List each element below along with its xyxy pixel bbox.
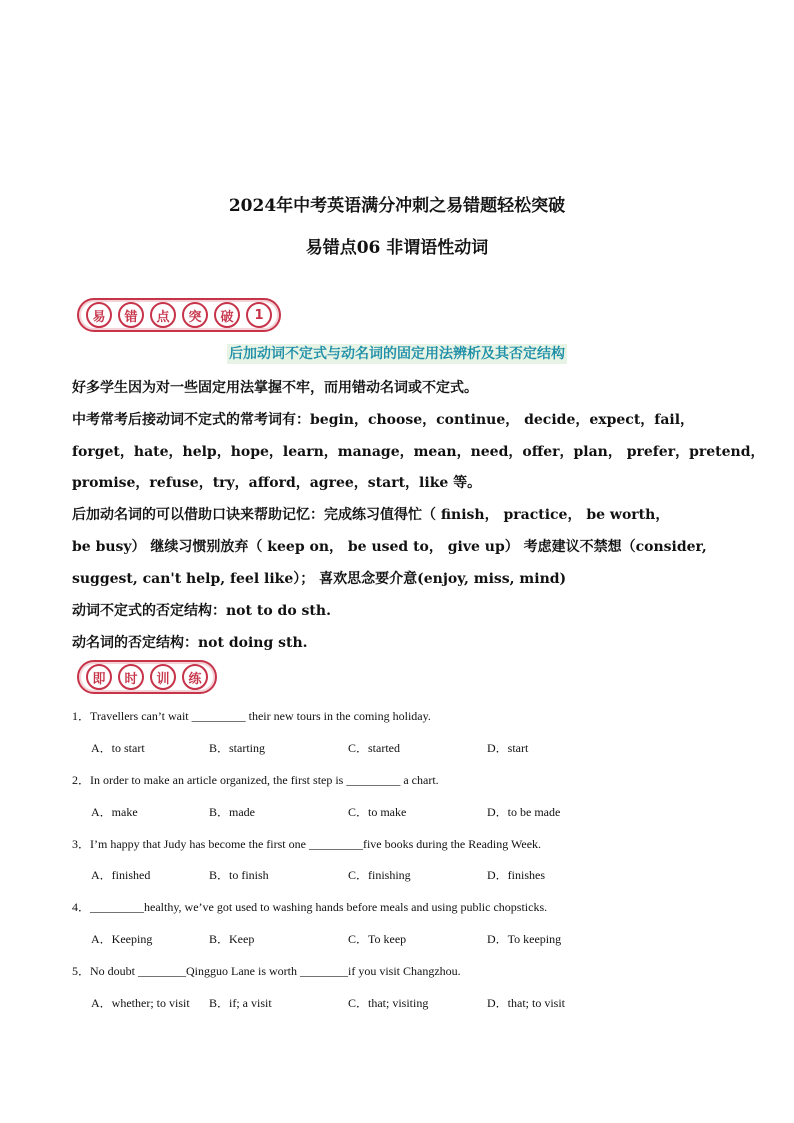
option-c: C．that; visiting	[348, 996, 429, 1010]
option-d: D．that; to visit	[487, 996, 566, 1010]
option-b: B．made	[209, 805, 255, 819]
body-line: 动名词的否定结构：not doing sth.	[72, 635, 308, 651]
badge-char: 点	[150, 302, 176, 328]
question-stem: 4．_________healthy, we’ve got used to washing hands before meals and using public chopsticks.	[72, 900, 548, 914]
option-d: D．finishes	[487, 868, 545, 882]
body-line: 后加动名词的可以借助口诀来帮助记忆：完成练习值得忙（ finish， practice， be worth，	[72, 507, 670, 523]
option-a: A．whether; to visit	[91, 996, 190, 1010]
badge-char: 即	[86, 664, 112, 690]
body-line: 好多学生因为对一些固定用法掌握不牢，而用错动名词或不定式。	[72, 380, 478, 396]
option-c: C．to make	[348, 805, 407, 819]
badge-char: 错	[118, 302, 144, 328]
option-a: A．Keeping	[91, 932, 153, 946]
badge-char: 练	[182, 664, 208, 690]
question-stem: 1．Travellers can’t wait _________ their new tours in the coming holiday.	[72, 709, 431, 723]
body-line: be busy） 继续习惯别放弃（ keep on， be used to， give up） 考虑建议不禁想（consider,	[72, 539, 707, 555]
option-d: D．to be made	[487, 805, 561, 819]
question-stem: 3．I’m happy that Judy has become the first one _________five books during the Reading Week.	[72, 837, 542, 851]
option-a: A．make	[91, 805, 138, 819]
option-a: A．finished	[91, 868, 151, 882]
badge-char: 易	[86, 302, 112, 328]
page-subtitle: 易错点06 非谓语性动词	[305, 238, 489, 258]
option-d: D．To keeping	[487, 932, 562, 946]
section-badge-2	[77, 660, 217, 694]
option-d: D．start	[487, 741, 529, 755]
badge-char: 训	[150, 664, 176, 690]
section-badge-1	[77, 298, 281, 332]
body-line: suggest, can't help, feel like）； 喜欢思念要介意(enjoy, miss, mind)	[72, 571, 567, 587]
option-b: B．starting	[209, 741, 265, 755]
page-title: 2024年中考英语满分冲刺之易错题轻松突破	[228, 196, 566, 216]
section-heading: 后加动词不定式与动名词的固定用法辨析及其否定结构	[229, 346, 565, 362]
option-c: C．started	[348, 741, 400, 755]
body-line: 中考常考后接动词不定式的常考词有：begin，choose，continue， decide，expect，fail，	[72, 412, 695, 428]
option-b: B．Keep	[209, 932, 255, 946]
question-stem: 5．No doubt ________Qingguo Lane is worth ________if you visit Changzhou.	[72, 964, 461, 978]
option-c: C．To keep	[348, 932, 407, 946]
option-b: B．to finish	[209, 868, 269, 882]
option-a: A．to start	[91, 741, 145, 755]
option-b: B．if; a visit	[209, 996, 272, 1010]
badge-char: 突	[182, 302, 208, 328]
body-line: promise，refuse，try，afford，agree，start，like 等。	[72, 475, 482, 491]
body-line: 动词不定式的否定结构：not to do sth.	[72, 603, 331, 619]
badge-char: 1	[246, 302, 272, 328]
option-c: C．finishing	[348, 868, 411, 882]
badge-char: 破	[214, 302, 240, 328]
badge-char: 时	[118, 664, 144, 690]
body-line: forget，hate，help，hope，learn，manage，mean，need，offer，plan， prefer，pretend，	[72, 444, 765, 460]
question-stem: 2．In order to make an article organized, the first step is _________ a chart.	[72, 773, 439, 787]
